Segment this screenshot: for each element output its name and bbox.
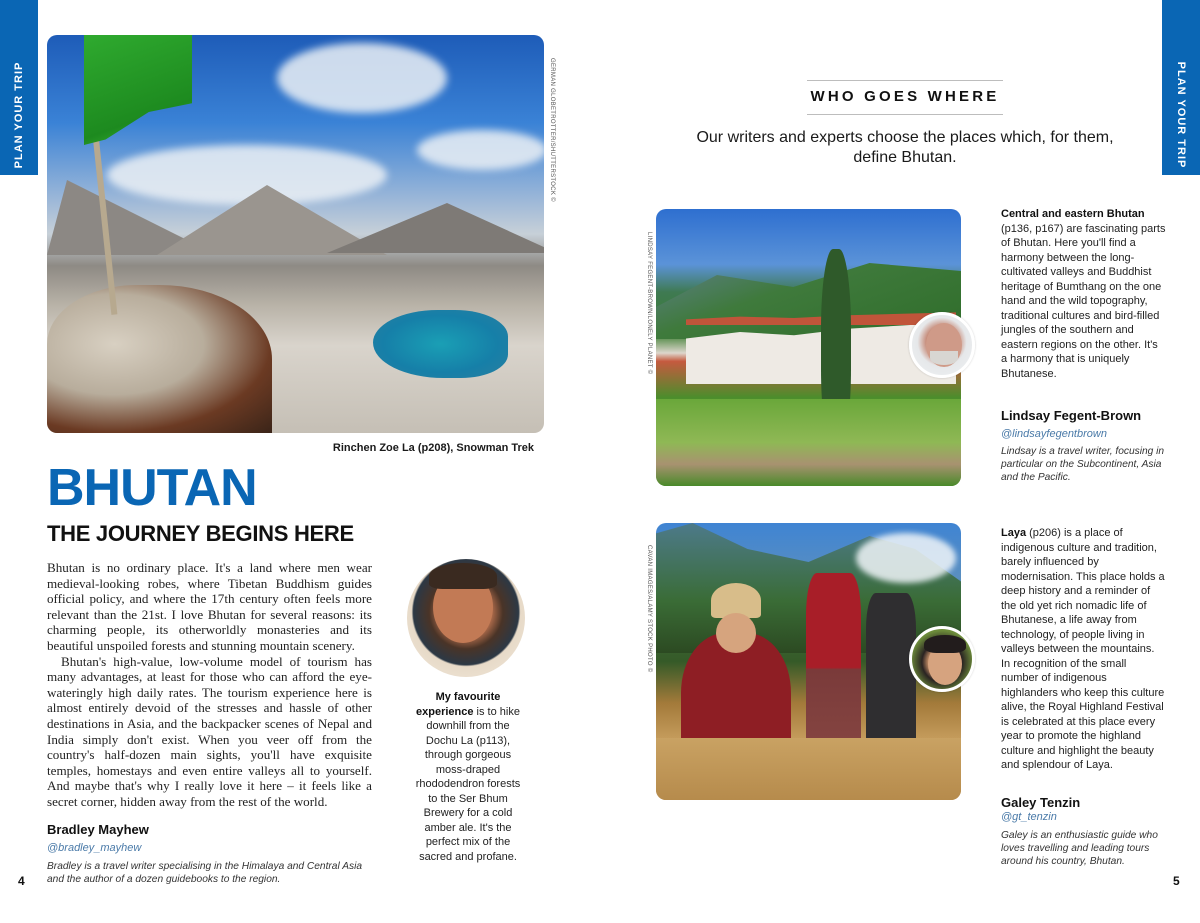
author-handle-link[interactable]: @bradley_mayhew bbox=[47, 842, 142, 854]
section-title: WHO GOES WHERE bbox=[810, 88, 1000, 105]
favourite-text: is to hike downhill from the Dochu La (p113), through gorgeous moss-draped rhododendron forests to the Ser Bhum Brewery for a cold amber ale. It's the perfect mix of the sacred and profane. bbox=[415, 705, 521, 863]
side-tab-label: PLAN YOUR TRIP bbox=[13, 61, 25, 169]
section-intro: Our writers and experts choose the places which, for them, define Bhutan. bbox=[696, 129, 1114, 166]
divider-top bbox=[807, 80, 1003, 81]
page-subtitle: THE JOURNEY BEGINS HERE bbox=[47, 521, 354, 546]
article-paragraph: Bhutan's high-value, low-volume model of tourism has many advantages, at least for those who can afford the eye-wateringly high daily rates. The tourism experience here is almost entirely devoid of the stresses and hassle of other destinations in Asia, and the backpacker scenes of Nepal and India simply don't exist. When you veer off from the country's half-dozen main sights, you'll have exquisite temples, homestays and even entire valleys all to yourself. And maybe that's why I really love it here – it feels like a secret corner, hidden away from the rest of the world. bbox=[47, 653, 372, 809]
page-number-right: 5 bbox=[1173, 874, 1180, 888]
avatar-lindsay-fegent-brown bbox=[909, 312, 975, 378]
author-name: Lindsay Fegent-Brown bbox=[1001, 408, 1142, 423]
author-handle-link[interactable]: @gt_tenzin bbox=[1001, 811, 1057, 823]
favourite-experience bbox=[413, 690, 523, 864]
divider-bottom bbox=[807, 114, 1003, 115]
hero-photo-credit: GERMAN GLOBETROTTER/SHUTTERSTOCK © bbox=[549, 58, 555, 202]
author-handle-link[interactable]: @lindsayfegentbrown bbox=[1001, 428, 1107, 440]
author-name: Bradley Mayhew bbox=[47, 822, 149, 837]
photo-credit-laya: CAVAN IMAGES/ALAMY STOCK PHOTO © bbox=[646, 545, 652, 673]
place-name: Central and eastern Bhutan bbox=[1001, 208, 1145, 220]
hero-photo-rinchen-zoe-la bbox=[47, 35, 544, 433]
prayer-flag bbox=[84, 35, 192, 145]
author-bio: Bradley is a travel writer specialising in the Himalaya and Central Asia and the author of a dozen guidebooks to the region. bbox=[47, 861, 363, 885]
plan-your-trip-tab-right bbox=[1162, 0, 1200, 175]
plan-your-trip-tab-left bbox=[0, 0, 38, 175]
lake bbox=[373, 310, 508, 378]
stone-cairn bbox=[47, 285, 272, 433]
place-name: Laya bbox=[1001, 527, 1027, 539]
place-description-laya: Laya (p206) is a place of indigenous culture and tradition, barely influenced by modernisation. This place holds a deep history and a reminder of the old yet rich nomadic life of Bhutanese, a life away from technology, of people living in valleys between the mountains. In recognition of the small number of indigenous highlanders who keep this culture alive, the Royal Highland Festival is celebrated at this place every year to promote the highland culture and highlight the beauty and splendour of Laya. bbox=[1001, 527, 1165, 771]
side-tab-label: PLAN YOUR TRIP bbox=[1175, 61, 1187, 169]
favourite-lead: My favourite experience bbox=[416, 691, 501, 718]
author-bio: Galey is an enthusiastic guide who loves travelling and leading tours around his country, Bhutan. bbox=[1001, 830, 1158, 867]
page-title: BHUTAN bbox=[47, 459, 257, 517]
page-number-left: 4 bbox=[18, 874, 25, 888]
author-bio: Lindsay is a travel writer, focusing in particular on the Subcontinent, Asia and the Pacific. bbox=[1001, 446, 1165, 483]
place-description-central-eastern: Central and eastern Bhutan (p136, p167) are fascinating parts of Bhutan. Here you'll find a harmony between the long-cultivated valleys and Buddhist heritage of Bumthang on the one hand and the wild topography, traditional cultures and bird-filled jungles of the southern and eastern regions on the other. It's a harmony that is uniquely Bhutanese. bbox=[1001, 208, 1166, 380]
avatar-bradley-mayhew bbox=[407, 559, 525, 677]
intro-article bbox=[47, 560, 372, 810]
hero-photo-caption: Rinchen Zoe La (p208), Snowman Trek bbox=[332, 442, 534, 454]
avatar-galey-tenzin bbox=[909, 626, 975, 692]
photo-credit-trongsa: LINDSAY FEGENT-BROWN/LONELY PLANET © bbox=[646, 232, 652, 375]
author-name: Galey Tenzin bbox=[1001, 795, 1081, 810]
article-paragraph: Bhutan is no ordinary place. It's a land where men wear medieval-looking robes, where Tibetan Buddhism guides official policy, and where the 17th century often feels more relevant than the 21st. I love Bhutan for several reasons: its charming people, its otherworldly monasteries and its beautiful unspoiled forests and stunning mountain scenery. bbox=[47, 560, 372, 653]
